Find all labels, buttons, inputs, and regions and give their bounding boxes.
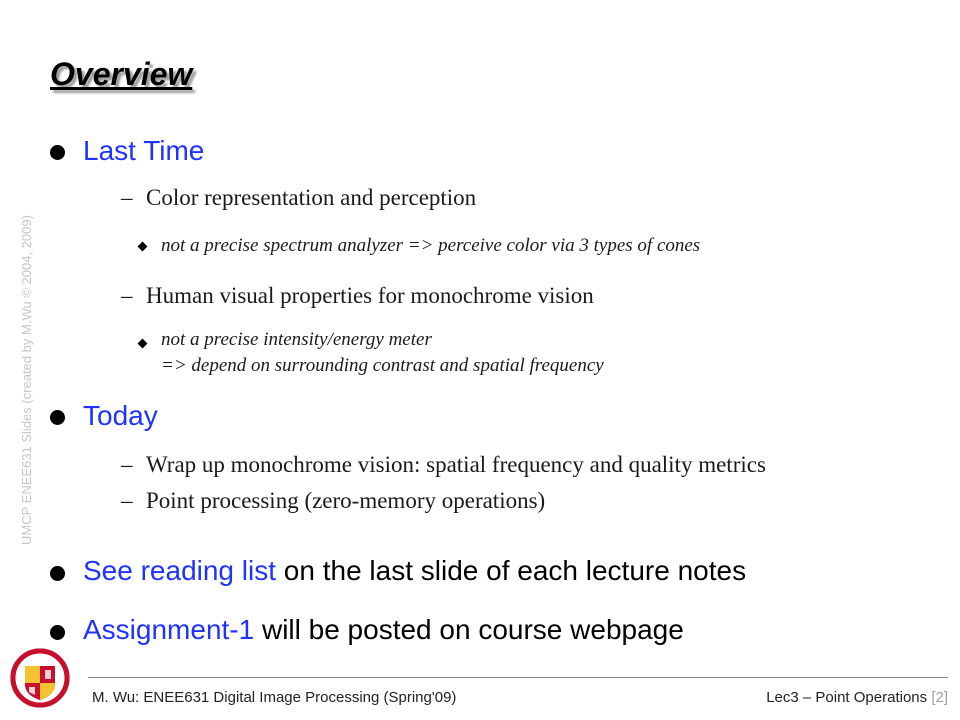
bullet-dot xyxy=(50,410,65,425)
assignment-highlight: Assignment-1 xyxy=(83,614,255,645)
item-color-representation: Color representation and perception xyxy=(146,185,477,210)
diamond-bullet xyxy=(138,242,148,252)
sub-intensity-meter: not a precise intensity/energy meter xyxy=(161,329,432,350)
reading-list-highlight: See reading list xyxy=(83,555,277,586)
footer-lecture xyxy=(766,689,948,706)
item-dash: – xyxy=(121,452,133,477)
reading-list-rest: on the last slide of each lecture notes xyxy=(276,555,747,586)
slide-title: Overview xyxy=(50,56,193,92)
item-dash: – xyxy=(121,283,133,308)
heading-today: Today xyxy=(83,400,158,431)
diamond-bullet xyxy=(138,339,148,349)
footer-divider xyxy=(88,677,948,678)
footer-page-number: [2] xyxy=(931,689,948,706)
assignment-line xyxy=(83,614,684,646)
item-dash: – xyxy=(121,488,133,513)
bullet-dot xyxy=(50,145,65,160)
footer-lecture-title: Lec3 – Point Operations xyxy=(766,689,928,706)
bullet-dot xyxy=(50,625,65,640)
item-human-visual: Human visual properties for monochrome vision xyxy=(146,283,594,308)
sub-surrounding-contrast: => depend on surrounding contrast and spatial frequency xyxy=(161,355,604,376)
sub-spectrum-analyzer: not a precise spectrum analyzer => perceive color via 3 types of cones xyxy=(161,235,701,256)
footer-course: M. Wu: ENEE631 Digital Image Processing (Spring'09) xyxy=(92,689,457,706)
university-seal-logo xyxy=(10,648,70,708)
reading-list-line xyxy=(83,555,746,587)
side-watermark: UMCP ENEE631 Slides (created by M.Wu © 2004, 2009) xyxy=(19,215,34,545)
item-wrap-up: Wrap up monochrome vision: spatial frequency and quality metrics xyxy=(146,452,766,477)
item-dash: – xyxy=(121,185,133,210)
heading-last-time: Last Time xyxy=(83,135,205,166)
bullet-dot xyxy=(50,566,65,581)
assignment-rest: will be posted on course webpage xyxy=(254,614,684,645)
item-point-processing: Point processing (zero-memory operations) xyxy=(146,488,546,513)
